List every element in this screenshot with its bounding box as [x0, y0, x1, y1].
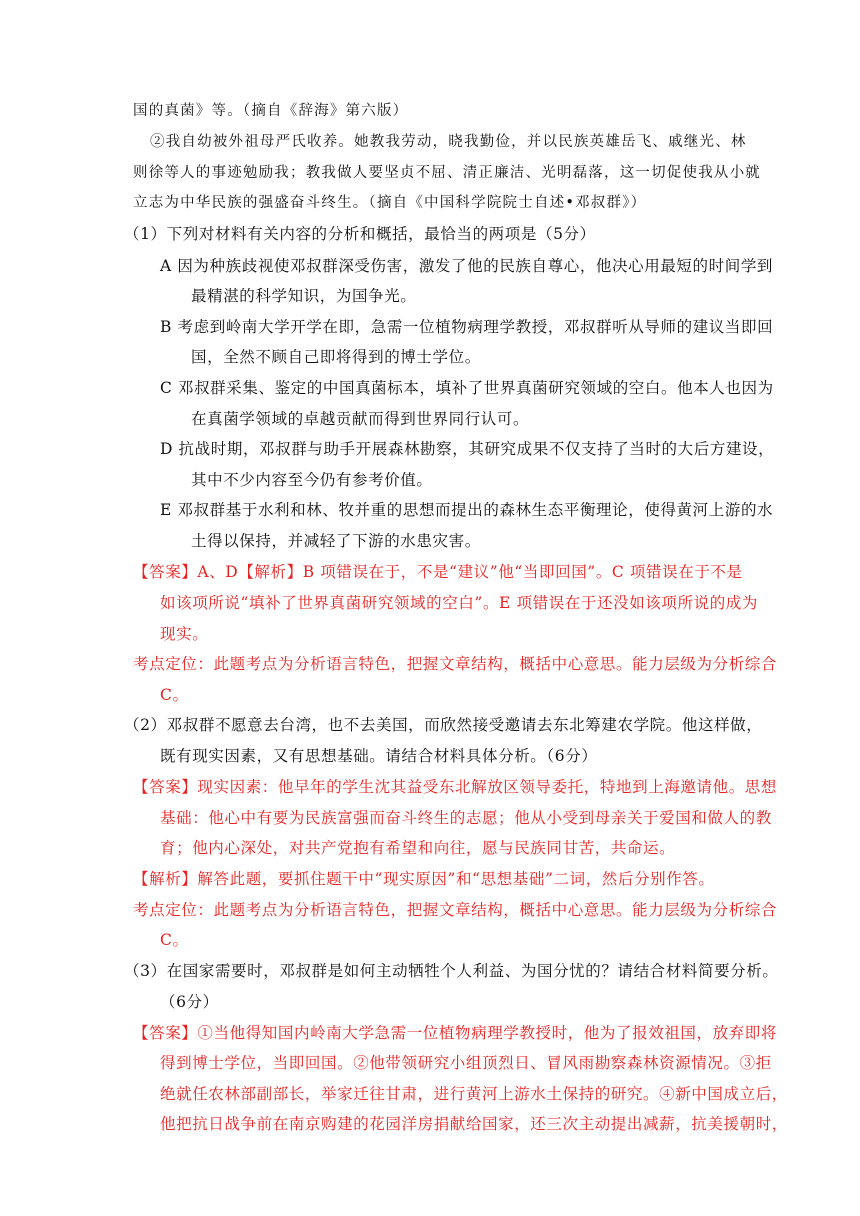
q2-answer-line-2: 基础：他心中有要为民族富强而奋斗终生的志愿；他从小受到母亲关于爱国和做人的教 [160, 809, 772, 827]
q1-option-e-line-2: 土得以保持，并减轻了下游的水患灾害。 [191, 532, 481, 550]
material-para-2-line-3: 立志为中华民族的强盛奋斗终生。（摘自《中国科学院院士自述•邓叔群》） [133, 195, 647, 211]
q2-kaodian-line-1: 考点定位：此题考点为分析语言特色，把握文章结构，概括中心意思。能力层级为分析综合 [133, 901, 778, 919]
q3-answer-line-2: 得到博士学位，当即回国。②他带领研究小组顶烈日、冒风雨勘察森林资源情况。③拒 [160, 1054, 772, 1072]
q2-answer-line-3: 育；他内心深处，对共产党抱有希望和向往，愿与民族同甘苦，共命运。 [160, 839, 676, 857]
q3-answer-line-1: 【答案】①当他得知国内岭南大学急需一位植物病理学教授时，他为了报效祖国，放弃即将 [133, 1024, 778, 1042]
q3-answer-line-3: 绝就任农林部副部长，举家迁往甘肃，进行黄河上游水土保持的研究。④新中国成立后， [160, 1085, 788, 1103]
q2-kaodian-line-2: C。 [160, 931, 189, 949]
material-para-2-line-1: ②我自幼被外祖母严氏收养。她教我劳动，晓我勤俭，并以民族英雄岳飞、戚继光、林 [150, 134, 747, 150]
q1-answer-line-3: 现实。 [160, 625, 209, 643]
q2-answer-line-1: 【答案】现实因素：他早年的学生沈其益受东北解放区领导委托，特地到上海邀请他。思想 [133, 778, 778, 796]
q1-option-a-line-2: 最精湛的科学知识，为国争光。 [191, 287, 417, 305]
material-para-2-line-2: 则徐等人的事迹勉励我；教我做人要坚贞不屈、清正廉洁、光明磊落，这一切促使我从小就 [133, 165, 761, 181]
q3-answer-line-4: 他把抗日战争前在南京购建的花园洋房捐献给国家，还三次主动提出减薪，抗美援朝时， [160, 1115, 788, 1133]
q1-stem: （1）下列对材料有关内容的分析和概括，最恰当的两项是（5分） [124, 225, 596, 243]
q1-kaodian-line-2: C。 [160, 686, 189, 704]
q2-jiexi: 【解析】解答此题，要抓住题干中“现实原因”和“思想基础”二词，然后分别作答。 [133, 870, 715, 888]
q1-answer-line-2: 如该项所说“填补了世界真菌研究领域的空白”。E 项错误在于还没如该项所说的成为 [160, 594, 758, 612]
q1-option-e-line-1: E 邓叔群基于水利和林、牧并重的思想而提出的森林生态平衡理论，使得黄河上游的水 [160, 501, 774, 519]
q1-option-b-line-1: B 考虑到岭南大学开学在即，急需一位植物病理学教授，邓叔群听从导师的建议当即回 [160, 318, 774, 336]
q1-option-d-line-2: 其中不少内容至今仍有参考价值。 [191, 471, 433, 489]
q2-stem-line-1: （2）邓叔群不愿意去台湾，也不去美国，而欣然接受邀请去东北筹建农学院。他这样做， [124, 716, 763, 734]
q1-option-a-line-1: A 因为种族歧视使邓叔群深受伤害，激发了他的民族自尊心，他决心用最短的时间学到 [160, 257, 774, 275]
q1-option-c-line-2: 在真菌学领域的卓越贡献而得到世界同行认可。 [191, 410, 530, 428]
q1-option-b-line-2: 国，全然不顾自己即将得到的博士学位。 [191, 348, 481, 366]
q1-option-c-line-1: C 邓叔群采集、鉴定的中国真菌标本，填补了世界真菌研究领域的空白。他本人也因为 [160, 379, 774, 397]
q3-stem-line-1: （3）在国家需要时，邓叔群是如何主动牺牲个人利益、为国分忧的？请结合材料简要分析。 [124, 962, 779, 980]
q1-kaodian-line-1: 考点定位：此题考点为分析语言特色，把握文章结构，概括中心意思。能力层级为分析综合 [133, 655, 778, 673]
material-line-1: 国的真菌》等。（摘自《辞海》第六版） [133, 103, 409, 119]
q1-answer-line-1: 【答案】A、D【解析】B 项错误在于，不是“建议”他“当即回国”。C 项错误在于不是 [133, 563, 743, 581]
q3-stem-line-2: （6分） [160, 993, 219, 1011]
q2-stem-line-2: 既有现实因素，又有思想基础。请结合材料具体分析。（6分） [160, 747, 598, 765]
q1-option-d-line-1: D 抗战时期，邓叔群与助手开展森林勘察，其研究成果不仅支持了当时的大后方建设， [160, 440, 775, 458]
